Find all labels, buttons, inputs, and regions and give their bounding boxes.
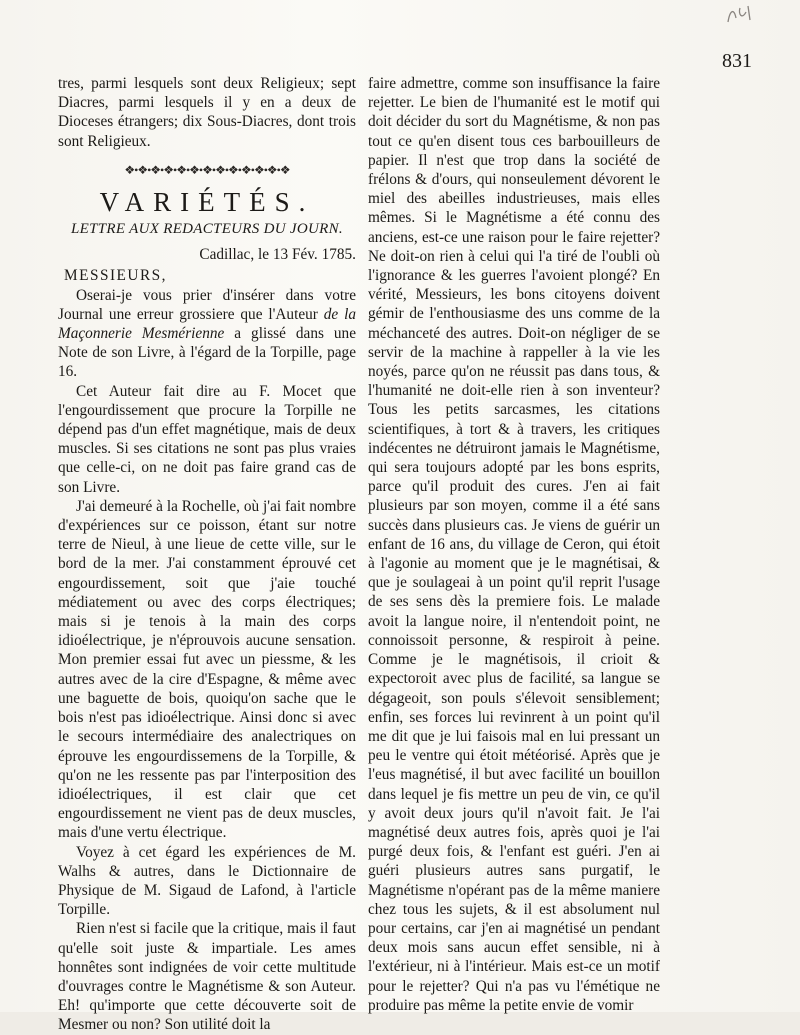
section-title: VARIÉTÉS. [99,187,315,218]
left-column [58,74,356,1035]
paragraph-5: Rien n'est si facile que la critique, mais il faut qu'elle soit juste & impartiale. Les ames honnêtes sont indignées de voir cette multitude d'ouvrages contre le Magnétisme & son Auteur. Eh! qu'importe que cette découverte soit de Mesmer ou non? Son utilité doit la [58,920,356,1034]
handwritten-mark-icon [724,4,756,26]
salutation: MESSIEURS, [64,267,167,285]
paragraph-1 [58,286,356,382]
ornament-divider: ❖•❖•❖•❖•❖•❖•❖•❖•❖•❖•❖•❖•❖ [124,162,290,177]
dateline: Cadillac, le 13 Fév. 1785. [199,246,356,264]
continued-text: tres, parmi lesquels sont deux Religieux; sept Diacres, parmi lesquels il y en a deux de Dioceses étrangers; dix Sous-Diacres, dont trois sont Religieux. [58,75,356,150]
paragraph-1-a: Oserai-je vous prier d'insérer dans votre Journal une erreur grossiere que l'Auteur [58,286,356,323]
page-number: 831 [722,50,752,72]
right-paragraph: faire admettre, comme son insuffisance la faire rejetter. Le bien de l'humanité est le motif qui doit décider du sort du Magnétisme, & non pas tout ce qu'en disent tous ces barbouilleurs de papier. Il n'est que trop dans la société de frélons & d'ours, qui nonseulement dévorent le miel des abeilles industrieuses, mais elles mêmes. Si le Magnétisme a été connu des anciens, est-ce une raison pour le faire rejetter? Ne doit-on rien à celui qui l'a tiré de l'oubli où l'ignorance & les guerres l'avoient plongé? En vérité, Messieurs, les bons citoyens doivent gémir de l'enthousiasme des uns comme de la méchanceté des autres. Doit-on négliger de se servir de la machine à rappeller à la vie les noyés, parce qu'on ne réussit pas dans tous, & l'humanité ne doit-elle rien à son inventeur? Tous les petits sarcasmes, les citations scientifiques, à tort & à travers, les critiques indécentes ne détruiront jamais le Magnétisme, qui sera toujours adopté par les bons esprits, parce qu'il produit des cures. J'en ai fait plusieurs par son moyen, comme il a été sans succès dans plusieurs cas. Je viens de guérir un enfant de 16 ans, du village de Ceron, qui étoit à l'agonie au moment que je le magnétisai, & que je soulageai à un point qu'il reprit l'usage de ses sens dès la premiere fois. Le malade avoit la langue noire, il n'entendoit point, ne connoissoit personne, & respiroit à peine. Comme je le magnétisois, il crioit & expectoroit avec plus de facilité, sa langue se dégageoit, son pouls s'élevoit sensiblement; enfin, ses forces lui revinrent à un point qu'il me dit que je lui faisois mal en lui pressant un peu le ventre qui étoit météorisé. Après que je l'eus magnétisé, il but avec facilité un bouillon dans lequel je fis mettre un peu de vin, ce qu'il y avoit deux jours qu'il n'avoit fait. Je l'ai magnétisé deux autres fois, après quoi je l'ai purgé deux fois, & l'enfant est guéri. J'en ai guéri plusieurs autres sans purgatif, le Magnétisme n'opérant pas de la même maniere chez tous les sujets, & il est absolument nul pour certains, car j'en ai magnétisé un pendant deux mois sans aucun effet sensible, ni à l'extérieur, ni à l'intérieur. Mais est-ce un motif pour le rejetter? Qui n'a pas vu l'émétique ne produire pas même la petite envie de vomir [368,75,660,1014]
paragraph-3: J'ai demeuré à la Rochelle, où j'ai fait nombre d'expériences sur ce poisson, étant sur notre terre de Nieul, à une lieue de cette ville, sur le bord de la mer. J'ai constamment éprouvé cet engourdissement, soit que j'aie touché médiatement ou avec des corps électriques; mais si je tenois à la main des corps idioélectrique, je n'éprouvois aucune sensation. Mon premier essai fut avec un piessme, & les autres avec de la cire d'Espagne, & même avec une baguette de bois, quoiqu'on sache que le bois n'est pas idioélectrique. Ainsi donc si avec le secours intermédiaire des analectriques on éprouve les engourdissemens de la Torpille, & qu'on ne les ressente pas par l'interposition des idioélectriques, il est clair que cet engourdissement ne vient pas de deux muscles, mais d'une vertu électrique. [58,497,356,842]
letter-title: LETTRE AUX REDACTEURS DU JOURN. [71,221,343,238]
paragraph-2: Cet Auteur fait dire au F. Mocet que l'engourdissement que procure la Torpille ne dépend pas d'un effet magnétique, mais de deux muscles. Si ses citations ne sont pas plus vraies que celle-ci, on ne doit pas faire grand cas de son Livre. [58,382,356,496]
book-title: de la Maçonnerie Mesmérienne [58,305,356,343]
paragraph-4: Voyez à cet égard les expériences de M. Walhs & autres, dans le Dictionnaire de Physique de M. Sigaud de Lafond, à l'article Torpille. [58,843,356,919]
right-column [368,74,660,1015]
paragraph-1-b: a glissé dans une Note de son Livre, à l'égard de la Torpille, page 16. [58,325,356,381]
